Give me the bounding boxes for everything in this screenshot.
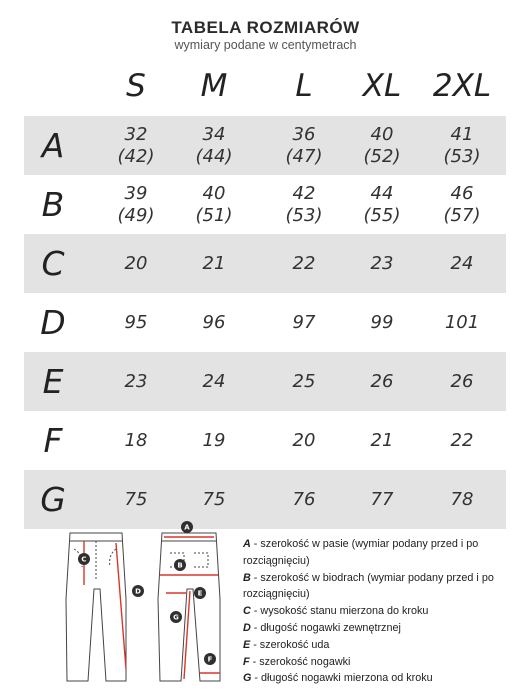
cell-value: 99 (370, 311, 394, 333)
cell-value: 46 (450, 182, 474, 204)
svg-text:D: D (135, 587, 141, 596)
table-cell (422, 116, 502, 175)
table-cell (174, 234, 254, 293)
legend-text: - wysokość stanu mierzona do kroku (250, 605, 429, 618)
svg-text:G: G (173, 613, 179, 622)
size-header: M (200, 68, 228, 104)
cell-value: 41 (450, 123, 474, 145)
cell-value: 40 (370, 123, 394, 145)
cell-value: 19 (202, 429, 226, 451)
cell-value: 23 (124, 370, 148, 392)
cell-value: 26 (370, 370, 394, 392)
cell-value: 36 (292, 123, 316, 145)
cell-value: 23 (370, 252, 394, 274)
svg-text:C: C (81, 555, 87, 564)
legend-item (243, 670, 529, 687)
cell-stretched-value: (49) (117, 204, 155, 226)
legend-item (243, 637, 529, 654)
cell-value: 96 (202, 311, 226, 333)
marker-b (174, 559, 186, 571)
table-cell (264, 234, 344, 293)
cell-stretched-value: (44) (195, 145, 233, 167)
legend-key: B (243, 571, 251, 584)
measurement-markers (78, 521, 216, 665)
legend-text: - długość nogawki mierzona od kroku (251, 672, 433, 685)
marker-a (181, 521, 193, 533)
cell-value: 22 (292, 252, 316, 274)
table-cell (96, 411, 176, 470)
cell-value: 42 (292, 182, 316, 204)
size-header: L (295, 68, 313, 104)
table-row (24, 116, 506, 175)
legend-item (243, 536, 529, 570)
cell-value: 44 (370, 182, 394, 204)
row-label: B (41, 185, 65, 224)
legend-text: - długość nogawki zewnętrznej (250, 621, 401, 634)
cell-stretched-value: (42) (117, 145, 155, 167)
table-row (24, 175, 506, 234)
legend-item (243, 603, 529, 620)
table-row (24, 352, 506, 411)
legend-key: A (243, 538, 251, 550)
legend-item (243, 620, 529, 637)
cell-value: 22 (450, 429, 474, 451)
cell-value: 20 (292, 429, 316, 451)
table-cell (342, 352, 422, 411)
size-header: 2XL (432, 68, 492, 104)
table-cell (96, 352, 176, 411)
table-row (24, 234, 506, 293)
legend-text: - szerokość nogawki (249, 655, 351, 668)
marker-c (78, 553, 90, 565)
cell-stretched-value: (47) (285, 145, 323, 167)
cell-stretched-value: (53) (443, 145, 481, 167)
svg-text:E: E (197, 589, 203, 598)
cell-value: 77 (370, 488, 394, 510)
cell-value: 75 (202, 488, 226, 510)
table-cell (264, 116, 344, 175)
table-cell (342, 470, 422, 529)
row-label: G (40, 480, 66, 519)
table-cell (96, 116, 176, 175)
marker-e (194, 587, 206, 599)
cell-stretched-value: (57) (443, 204, 481, 226)
legend-item (243, 570, 529, 604)
cell-value: 32 (124, 123, 148, 145)
legend-key: F (243, 655, 250, 668)
cell-value: 21 (202, 252, 226, 274)
row-label: C (41, 244, 65, 283)
legend-key: C (243, 605, 251, 618)
marker-f (204, 653, 216, 665)
table-row (24, 293, 506, 352)
table-cell (422, 470, 502, 529)
table-cell (422, 352, 502, 411)
cell-value: 25 (292, 370, 316, 392)
page-subtitle: wymiary podane w centymetrach (174, 38, 357, 52)
table-cell (96, 293, 176, 352)
table-cell (422, 411, 502, 470)
legend-key: G (243, 672, 252, 685)
legend-text: - szerokość uda (250, 638, 330, 651)
table-cell (422, 293, 502, 352)
table-cell (342, 234, 422, 293)
page-title: TABELA ROZMIARÓW (171, 18, 360, 37)
cell-value: 76 (292, 488, 316, 510)
table-cell (174, 352, 254, 411)
table-cell (264, 352, 344, 411)
table-cell (174, 116, 254, 175)
marker-g (170, 611, 182, 623)
cell-value: 101 (444, 311, 480, 333)
cell-value: 20 (124, 252, 148, 274)
svg-text:A: A (184, 523, 190, 532)
row-label: A (41, 126, 65, 165)
marker-d (132, 585, 144, 597)
table-cell (96, 234, 176, 293)
cell-value: 39 (124, 182, 148, 204)
cell-stretched-value: (52) (363, 145, 401, 167)
size-header: XL (362, 68, 402, 104)
cell-value: 24 (202, 370, 226, 392)
cell-value: 26 (450, 370, 474, 392)
row-label: D (40, 303, 66, 342)
cell-value: 75 (124, 488, 148, 510)
svg-text:F: F (207, 655, 213, 664)
legend-key: E (243, 638, 251, 651)
cell-value: 24 (450, 252, 474, 274)
legend-item (243, 654, 529, 671)
legend-text: - szerokość w biodrach (wymiar podany przed i po rozciągnięciu) (243, 571, 494, 601)
table-cell (342, 411, 422, 470)
size-table (24, 116, 506, 529)
table-cell (174, 411, 254, 470)
cell-stretched-value: (53) (285, 204, 323, 226)
table-cell (264, 411, 344, 470)
table-cell (264, 470, 344, 529)
table-row (24, 411, 506, 470)
table-cell (264, 175, 344, 234)
table-cell (422, 234, 502, 293)
table-cell (422, 175, 502, 234)
cell-value: 78 (450, 488, 474, 510)
table-cell (264, 293, 344, 352)
size-header: S (126, 68, 146, 104)
cell-value: 95 (124, 311, 148, 333)
table-cell (96, 175, 176, 234)
cell-value: 21 (370, 429, 394, 451)
cell-value: 18 (124, 429, 148, 451)
legend-text: - szerokość w pasie (wymiar podany przed i po rozciągnięciu) (243, 538, 479, 567)
table-cell (342, 116, 422, 175)
cell-value: 40 (202, 182, 226, 204)
table-cell (174, 293, 254, 352)
table-cell (342, 175, 422, 234)
row-label: F (43, 421, 63, 460)
svg-text:B: B (177, 561, 183, 570)
trousers-diagram (54, 519, 234, 697)
legend-key: D (243, 621, 251, 634)
measurement-legend (243, 536, 529, 687)
cell-value: 34 (202, 123, 226, 145)
cell-stretched-value: (55) (363, 204, 401, 226)
table-cell (342, 293, 422, 352)
table-cell (174, 175, 254, 234)
cell-value: 97 (292, 311, 316, 333)
cell-stretched-value: (51) (195, 204, 233, 226)
size-header-row (24, 68, 506, 112)
row-label: E (42, 362, 64, 401)
